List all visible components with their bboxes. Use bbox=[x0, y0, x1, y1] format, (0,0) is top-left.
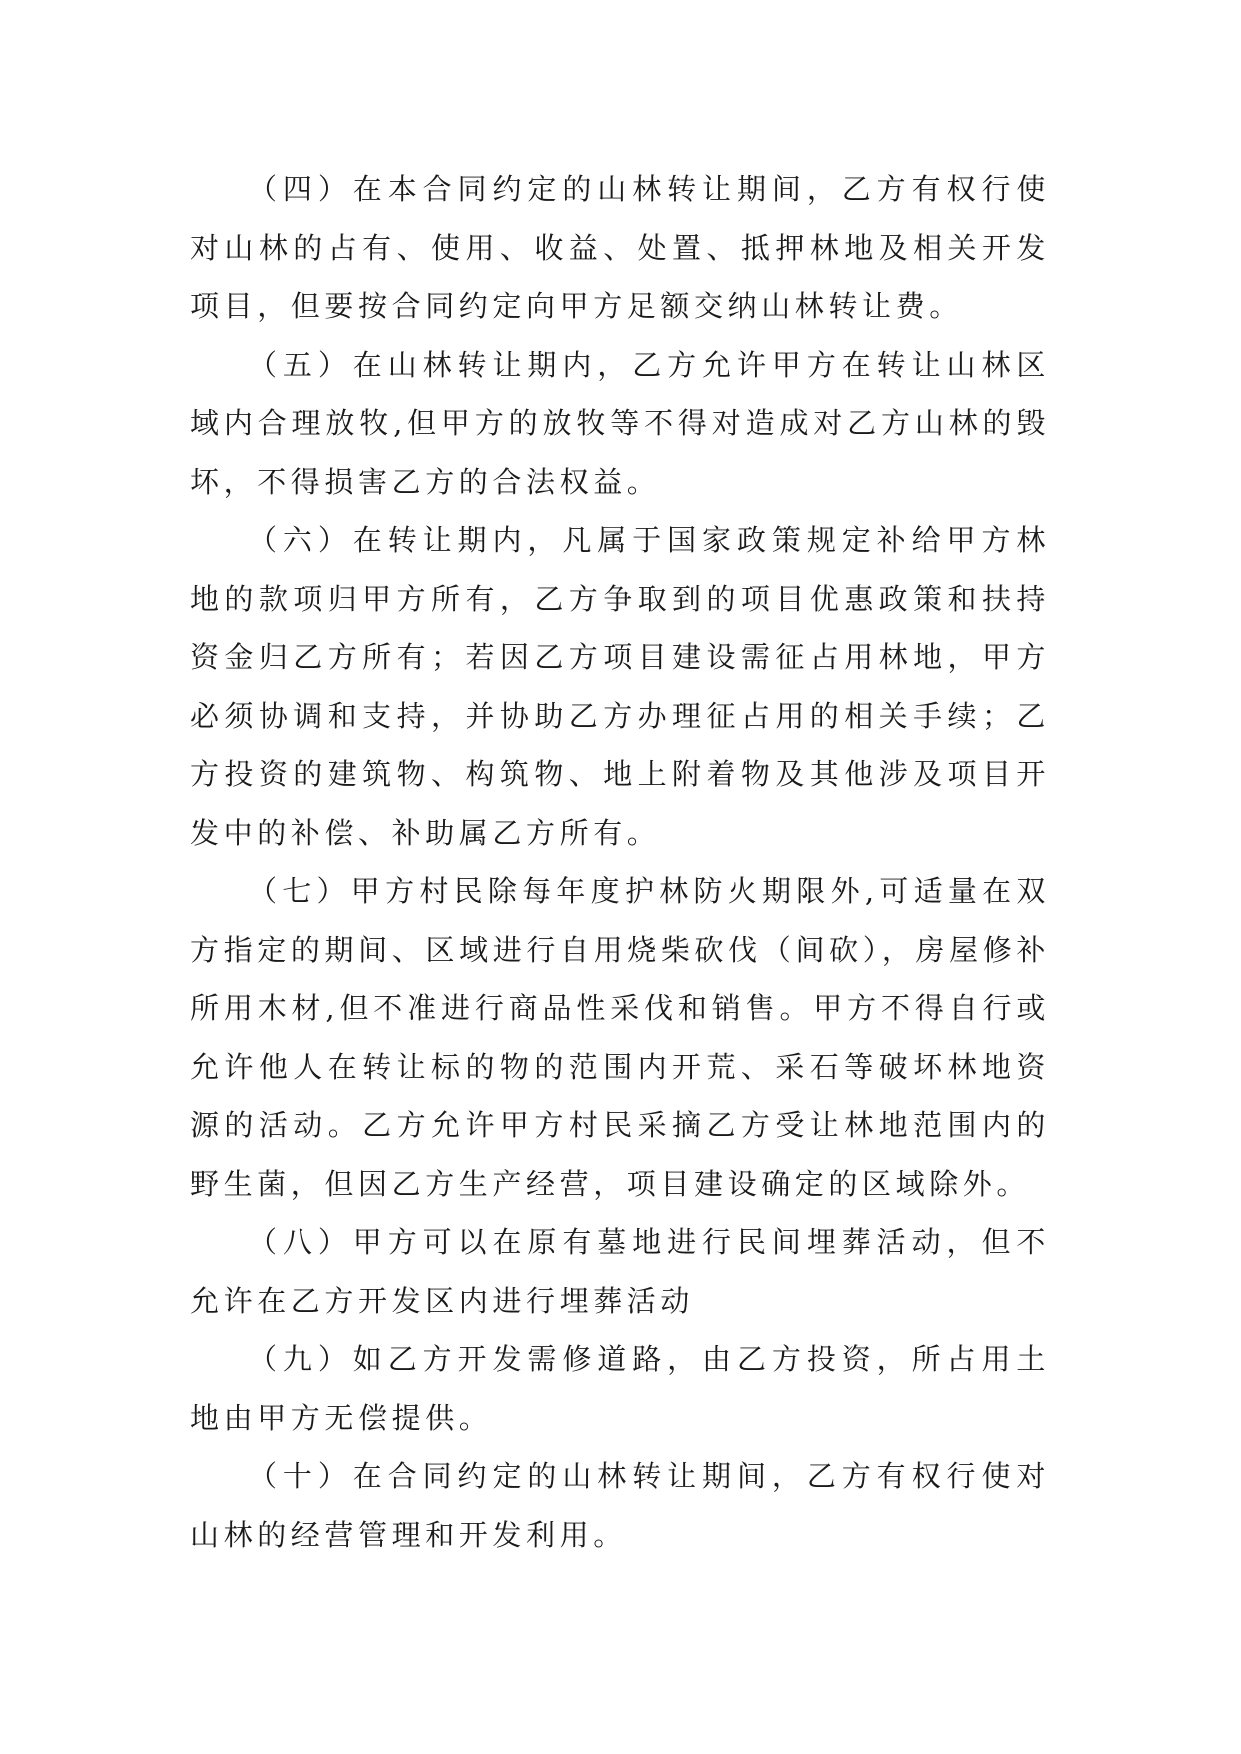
clause-4: （四）在本合同约定的山林转让期间，乙方有权行使对山林的占有、使用、收益、处置、抵押林地及相关开发项目，但要按合同约定向甲方足额交纳山林转让费。 bbox=[190, 172, 1050, 323]
document-body bbox=[190, 160, 1050, 1564]
clause-7: （七）甲方村民除每年度护林防火期限外,可适量在双方指定的期间、区域进行自用烧柴砍伐（间砍），房屋修补所用木材,但不准进行商品性采伐和销售。甲方不得自行或允许他人在转让标的物的范围内开荒、采石等破坏林地资源的活动。乙方允许甲方村民采摘乙方受让林地范围内的野生菌，但因乙方生产经营，项目建设确定的区域除外。 bbox=[190, 874, 1050, 1201]
clause-5: （五）在山林转让期内，乙方允许甲方在转让山林区域内合理放牧,但甲方的放牧等不得对造成对乙方山林的毁坏，不得损害乙方的合法权益。 bbox=[190, 347, 1050, 499]
clause-9: （九）如乙方开发需修道路，由乙方投资，所占用土地由甲方无偿提供。 bbox=[190, 1342, 1050, 1435]
clause-6: （六）在转让期内，凡属于国家政策规定补给甲方林地的款项归甲方所有，乙方争取到的项目优惠政策和扶持资金归乙方所有；若因乙方项目建设需征占用林地，甲方必须协调和支持，并协助乙方办理征占用的相关手续；乙方投资的建筑物、构筑物、地上附着物及其他涉及项目开发中的补偿、补助属乙方所有。 bbox=[190, 523, 1050, 850]
clause-10: （十）在合同约定的山林转让期间，乙方有权行使对山林的经营管理和开发利用。 bbox=[190, 1459, 1050, 1552]
clause-8: （八）甲方可以在原有墓地进行民间埋葬活动，但不允许在乙方开发区内进行埋葬活动 bbox=[190, 1225, 1050, 1318]
